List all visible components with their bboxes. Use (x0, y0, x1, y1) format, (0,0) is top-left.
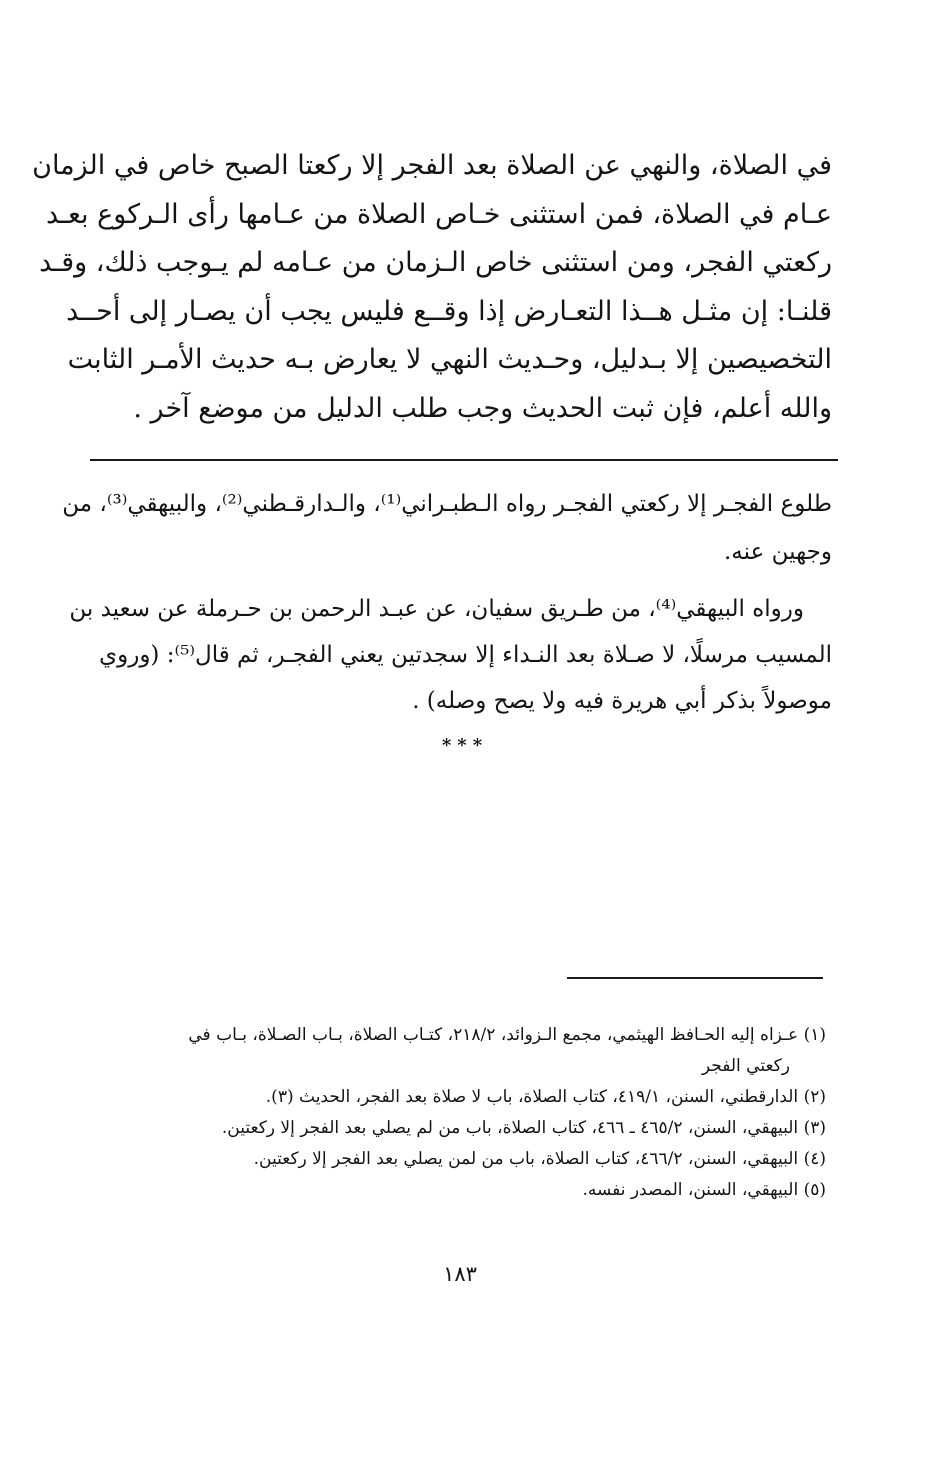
continued-footnote-paragraph (62, 480, 832, 576)
page-number: ١٨٣ (443, 1262, 477, 1286)
footnote-continuation: ركعتي الفجر (701, 1056, 790, 1076)
footnote-item (100, 1113, 826, 1144)
footnote-item (100, 1144, 826, 1175)
section-separator-stars: *** (441, 735, 489, 756)
footnote-number: (٥) (803, 1180, 826, 1200)
footnote-divider (567, 977, 823, 979)
footnotes-list (100, 1020, 826, 1206)
footnote-item (100, 1020, 826, 1051)
narration-line: ورواه البيهقي⁽⁴⁾، من طـريق سفيان، عن عبـد الرحمن بن حـرملة عن سعيد بن (69, 596, 804, 622)
footnote-text: البيهقي، السنن، ٤٦٥/٢ ـ ٤٦٦، كتاب الصلاة، باب من لم يصلي بعد الفجر إلا ركعتين. (221, 1118, 799, 1138)
narration-paragraph (69, 586, 832, 724)
footnote-number: (٢) (803, 1087, 826, 1107)
continued-line: طلوع الفجـر إلا ركعتي الفجـر رواه الـطبـراني⁽¹⁾، والـدارقـطني⁽²⁾، والبيهقي⁽³⁾، من (62, 491, 832, 517)
main-line: قلنـا: إن مثـل هــذا التعـارض إذا وقــع فليس يجب أن يصـار إلى أحــد (66, 295, 832, 327)
section-divider (90, 459, 838, 461)
main-line: والله أعلم، فإن ثبت الحديث وجب طلب الدليل من موضع آخر . (133, 392, 832, 424)
narration-line: المسيب مرسلًا، لا صـلاة بعد النـداء إلا سجدتين يعني الفجـر، ثم قال⁽⁵⁾: (وروي (99, 642, 832, 668)
main-line: التخصيصين إلا بـدليل، وحـديث النهي لا يعارض بـه حديث الأمـر الثابت (67, 344, 832, 375)
footnote-text: الدارقطني، السنن، ٤١٩/١، كتاب الصلاة، باب لا صلاة بعد الفجر، الحديث (٣). (265, 1087, 799, 1107)
footnote-item (100, 1082, 826, 1113)
footnote-number: (١) (803, 1025, 826, 1045)
footnote-text: عـزاه إليه الحـافظ الهيثمي، مجمع الـزوائد، ٢١٨/٢، كتـاب الصلاة، بـاب الصـلاة، بـاب في (188, 1025, 799, 1045)
narration-line: موصولاً بذكر أبي هريرة فيه ولا يصح وصله) . (412, 688, 832, 714)
footnote-text: البيهقي، السنن، ٤٦٦/٢، كتاب الصلاة، باب من لمن يصلي بعد الفجر إلا ركعتين. (253, 1149, 799, 1169)
main-line: ركعتي الفجر، ومن استثنى خاص الـزمان من عـامه لم يـوجب ذلك، وقـد (39, 247, 832, 278)
footnote-text: البيهقي، السنن، المصدر نفسه. (582, 1180, 799, 1200)
main-line: عـام في الصلاة، فمن استثنى خـاص الصلاة من عـامها رأى الـركوع بعـد (45, 198, 832, 230)
footnote-item (100, 1175, 826, 1206)
continued-line: وجهين عنه. (724, 539, 832, 565)
footnote-number: (٣) (803, 1118, 826, 1138)
footnote-number: (٤) (803, 1149, 826, 1169)
main-paragraph (32, 142, 832, 433)
main-line: في الصلاة، والنهي عن الصلاة بعد الفجر إلا ركعتا الصبح خاص في الزمان (32, 150, 832, 181)
